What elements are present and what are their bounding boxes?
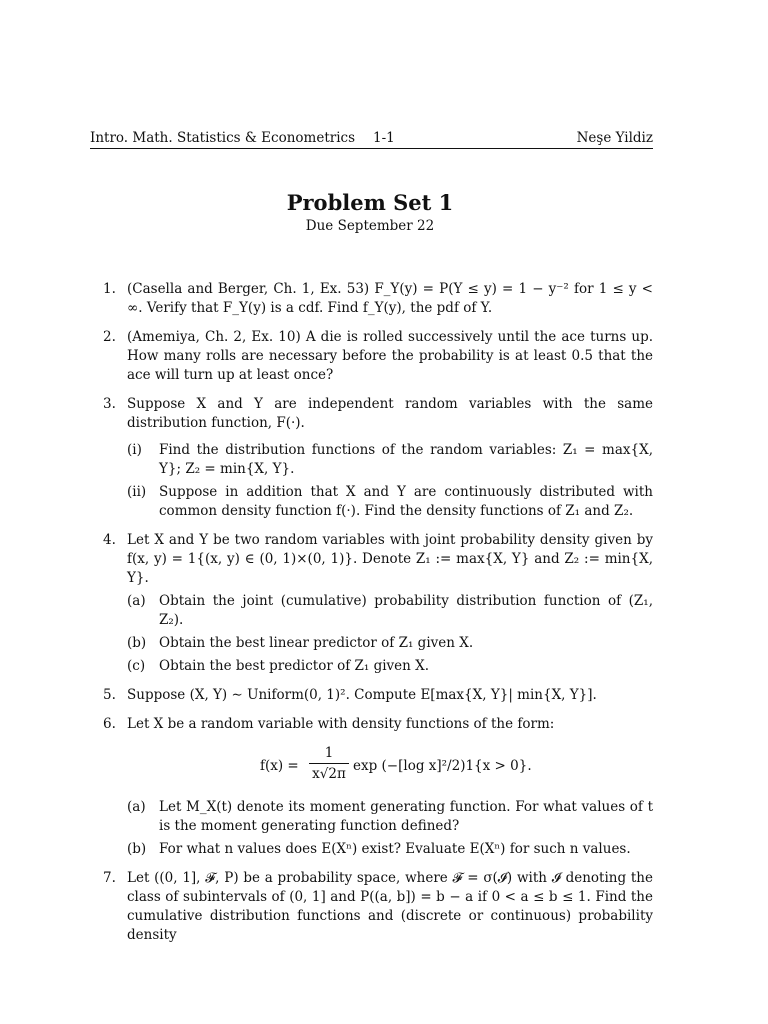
problem-part [127,657,653,676]
part-label: (a) [127,799,146,815]
problem-text: Let ((0, 1], 𝓕, P) be a probability space, where 𝓕 = σ(𝓘) with 𝓘 denoting the class of subintervals of (0, 1] and P((a, b]) = b − a if 0 < a ≤ b ≤ 1. Find the cumulative distribution functions and (discrete or continuous) probability density [127,870,653,943]
problem-text: Let X and Y be two random variables with joint probability density given by f(x, y) = 1{(x, y) ∈ (0, 1)×(0, 1)}. Denote Z₁ := max{X, Y} and Z₂ := min{X, Y}. [127,532,653,586]
problem-part [127,634,653,653]
part-text: Let M_X(t) denote its moment generating function. For what values of t is the moment generating function defined? [159,799,653,834]
problem-1 [103,280,653,318]
part-text: Obtain the joint (cumulative) probability distribution function of (Z₁, Z₂). [159,593,653,628]
problem-part [127,840,653,859]
part-label: (b) [127,635,147,651]
part-label: (b) [127,841,147,857]
page-number: 1-1 [373,130,395,146]
problem-text: Suppose X and Y are independent random variables with the same distribution function, F(·). [127,396,653,431]
fraction-numerator: 1 [324,745,334,761]
problem-5 [103,686,653,705]
author-name: Neşe Yildiz [576,130,653,146]
problem-text: Suppose (X, Y) ∼ Uniform(0, 1)². Compute E[max{X, Y}| min{X, Y}]. [127,687,597,703]
density-equation [127,744,653,788]
part-label: (a) [127,593,146,609]
part-label: (ii) [127,484,147,500]
part-label: (i) [127,442,142,458]
problem-text: (Amemiya, Ch. 2, Ex. 10) A die is rolled successively until the ace turns up. How many rolls are necessary before the probability is at least 0.5 that the ace will turn up at least once? [127,329,653,383]
problem-number: 6. [103,716,116,732]
problem-number: 1. [103,281,116,297]
fraction-denominator: x√2π [312,766,346,782]
part-text: Find the distribution functions of the random variables: Z₁ = max{X, Y}; Z₂ = min{X, Y}. [159,442,653,477]
part-label: (c) [127,658,146,674]
page-title: Problem Set 1 [286,190,454,215]
problem-3 [103,395,653,521]
problem-number: 3. [103,396,116,412]
part-text: For what n values does E(Xⁿ) exist? Evaluate E(Xⁿ) for such n values. [159,841,631,857]
part-text: Obtain the best linear predictor of Z₁ given X. [159,635,474,651]
problem-part [127,483,653,521]
problem-text: (Casella and Berger, Ch. 1, Ex. 53) F_Y(y) = P(Y ≤ y) = 1 − y⁻² for 1 ≤ y < ∞. Verify that F_Y(y) is a cdf. Find f_Y(y), the pdf of Y. [127,281,653,316]
problem-number: 4. [103,532,116,548]
problem-list [103,280,653,955]
course-title: Intro. Math. Statistics & Econometrics [90,130,356,146]
part-text: Obtain the best predictor of Z₁ given X. [159,658,430,674]
problem-number: 5. [103,687,116,703]
problem-number: 2. [103,329,116,345]
problem-part [127,592,653,630]
problem-text: Let X be a random variable with density functions of the form: [127,716,555,732]
equation-rhs: exp (−[log x]²/2)1{x > 0}. [353,758,532,774]
due-date: Due September 22 [305,218,435,234]
problem-number: 7. [103,870,116,886]
problem-4 [103,531,653,676]
problem-part [127,441,653,479]
fraction-bar [309,763,349,764]
problem-part [127,798,653,836]
equation-lhs: f(x) = [260,758,299,774]
problem-2 [103,328,653,385]
header-rule [90,148,653,149]
part-text: Suppose in addition that X and Y are continuously distributed with common density function f(·). Find the density functions of Z₁ and Z₂. [159,484,653,519]
problem-7 [103,869,653,945]
equation-fraction [309,744,349,783]
problem-6 [103,715,653,859]
